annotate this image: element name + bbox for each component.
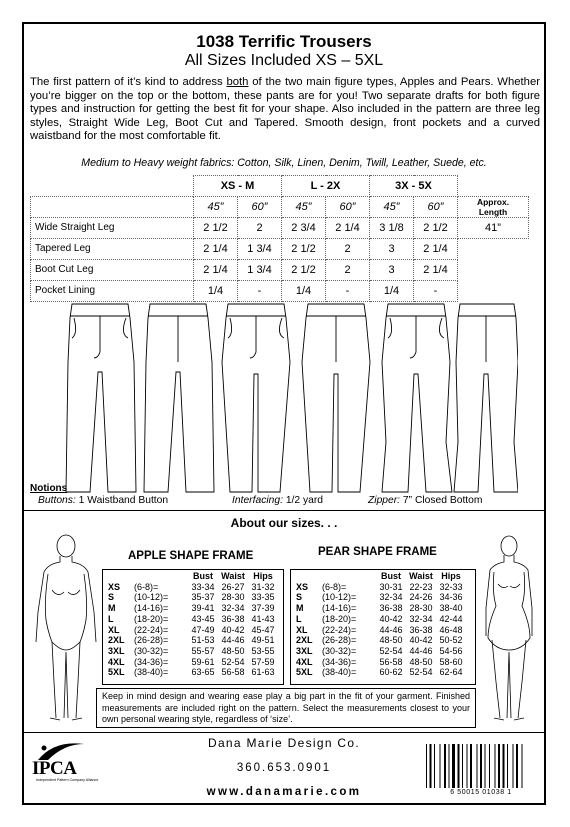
pear-header-blank	[294, 571, 320, 582]
apple-header-blank	[106, 571, 132, 582]
company-name: Dana Marie Design Co.	[207, 736, 361, 750]
yardage-cell: 1 3/4	[238, 259, 282, 280]
yardage-cell: 2 1/4	[326, 217, 370, 238]
waist: 44-46	[409, 645, 433, 656]
yardage-corner-2	[31, 196, 194, 217]
yardage-cell: 2 1/4	[194, 259, 238, 280]
yardage-cell: 3 1/8	[370, 217, 414, 238]
pear-row	[294, 582, 466, 593]
yardage-cell: 2	[326, 238, 370, 259]
yardage-cell: 2 3/4	[282, 217, 326, 238]
yardage-cell: 2 1/2	[282, 238, 326, 259]
yardage-cell: 2 1/2	[414, 217, 458, 238]
yardage-cell: 2	[238, 217, 282, 238]
size-code: M	[108, 603, 116, 614]
hips: 49-51	[251, 635, 275, 646]
notions-heading-text: Notions	[30, 483, 68, 494]
yardage-row	[31, 238, 529, 259]
waist: 48-50	[221, 645, 245, 656]
pear-row	[294, 603, 466, 614]
apple-row	[106, 657, 278, 668]
pattern-back-cover	[22, 22, 546, 805]
size-code: S	[108, 592, 115, 603]
waist: 28-30	[409, 603, 433, 614]
size-range: (18-20)=	[322, 613, 357, 624]
description-emphasis: both	[226, 76, 249, 88]
notion-interfacing-value: 1/2 yard	[282, 495, 324, 506]
hips: 57-59	[251, 656, 275, 667]
bust: 39-41	[191, 603, 215, 614]
pear-figure-illustration	[476, 532, 542, 728]
size-code: 4XL	[296, 656, 313, 667]
notion-zipper-value: 7” Closed Bottom	[400, 495, 483, 506]
company-website[interactable]: www.danamarie.com	[206, 786, 362, 798]
waist: 52-54	[409, 667, 433, 678]
pear-size-chart	[294, 571, 466, 678]
leg-style-label: Pocket Lining	[31, 280, 194, 301]
waist: 22-23	[409, 581, 433, 592]
apple-row	[106, 646, 278, 657]
company-phone: 360.653.0901	[236, 762, 332, 774]
waist: 26-27	[221, 581, 245, 592]
yardage-cell: -	[414, 280, 458, 301]
pear-row	[294, 667, 466, 678]
size-range: (34-36)=	[322, 656, 357, 667]
yardage-cell: 3	[370, 259, 414, 280]
bust: 33-34	[191, 581, 215, 592]
yardage-row	[31, 259, 529, 280]
fabric-width: 60”	[238, 196, 282, 217]
size-range: (30-32)=	[134, 645, 169, 656]
hips: 46-48	[439, 624, 463, 635]
apple-header: Hips	[253, 571, 273, 581]
leg-style-label: Tapered Leg	[31, 238, 194, 259]
pear-row	[294, 646, 466, 657]
apple-figure-illustration	[30, 532, 102, 728]
approx-length-header: Approx. Length	[458, 196, 529, 217]
yardage-row	[31, 280, 529, 301]
fabric-width: 60”	[414, 196, 458, 217]
boot-cut-back-drawing	[454, 304, 518, 492]
pear-row	[294, 635, 466, 646]
yardage-cell: 2	[326, 259, 370, 280]
bust: 47-49	[191, 624, 215, 635]
hips: 41-43	[251, 613, 275, 624]
bust: 30-31	[379, 581, 403, 592]
size-range: (22-24)=	[322, 624, 357, 635]
bust: 60-62	[379, 667, 403, 678]
yardage-row	[31, 217, 529, 238]
pear-row	[294, 625, 466, 636]
bust: 44-46	[379, 624, 403, 635]
apple-row	[106, 614, 278, 625]
yardage-cell: 2 1/2	[282, 259, 326, 280]
hips: 45-47	[251, 624, 275, 635]
hips: 32-33	[439, 581, 463, 592]
pattern-description	[30, 76, 540, 144]
hips: 58-60	[439, 656, 463, 667]
size-group: L - 2X	[282, 176, 370, 197]
size-code: XS	[296, 581, 309, 592]
hips: 37-39	[251, 603, 275, 614]
yardage-cell: 1/4	[282, 280, 326, 301]
waist: 28-30	[221, 592, 245, 603]
pear-row	[294, 592, 466, 603]
pear-row	[294, 614, 466, 625]
ipca-logo-subtext: Independent Pattern Company Alliance	[36, 778, 99, 782]
approx-blank	[458, 238, 529, 259]
pattern-title: 1038 Terrific Trousers	[196, 32, 372, 51]
pear-header-blank	[320, 571, 376, 582]
wide-leg-back-drawing	[144, 304, 214, 492]
approx-blank	[458, 176, 529, 197]
notion-interfacing	[232, 495, 323, 506]
waist: 40-42	[409, 635, 433, 646]
fit-note: Keep in mind design and wearing ease play a big part in the fit of your garment. Finished measurements are included right on the pattern. Select the measurements closest to your own personal wearing style, regardless of ‘size’.	[96, 688, 476, 728]
size-range: (14-16)=	[134, 603, 169, 614]
fabric-width: 45”	[282, 196, 326, 217]
waist: 36-38	[221, 613, 245, 624]
size-code: 3XL	[108, 645, 125, 656]
size-group: 3X - 5X	[370, 176, 458, 197]
waist: 48-50	[409, 656, 433, 667]
bust: 40-42	[379, 613, 403, 624]
size-code: 4XL	[108, 656, 125, 667]
bust: 56-58	[379, 656, 403, 667]
size-range: (38-40)=	[134, 667, 169, 678]
notion-buttons-value: 1 Waistband Button	[75, 495, 169, 506]
size-code: 5XL	[296, 667, 313, 678]
size-range: (26-28)=	[322, 635, 357, 646]
barcode-icon	[422, 742, 540, 790]
hips: 62-64	[439, 667, 463, 678]
size-code: M	[296, 603, 304, 614]
bust: 32-34	[379, 592, 403, 603]
waist: 44-46	[221, 635, 245, 646]
yardage-cell: 2 1/4	[414, 238, 458, 259]
ipca-logo-text: IPCA	[32, 758, 77, 779]
apple-row	[106, 625, 278, 636]
notion-zipper	[368, 495, 482, 506]
footer-divider	[24, 732, 544, 733]
waist: 32-34	[221, 603, 245, 614]
size-range: (34-36)=	[134, 656, 169, 667]
yardage-cell: 2 1/2	[194, 217, 238, 238]
approx-blank	[458, 280, 529, 301]
bust: 36-38	[379, 603, 403, 614]
bust: 59-61	[191, 656, 215, 667]
pear-row	[294, 657, 466, 668]
hips: 61-63	[251, 667, 275, 678]
approx-length-value: 41”	[458, 217, 529, 238]
hips: 34-36	[439, 592, 463, 603]
tapered-leg-front-drawing	[222, 304, 290, 492]
waist: 36-38	[409, 624, 433, 635]
size-range: (10-12)=	[322, 592, 357, 603]
size-range: (14-16)=	[322, 603, 357, 614]
yardage-cell: 1/4	[194, 280, 238, 301]
notions-heading	[30, 482, 67, 494]
bust: 52-54	[379, 645, 403, 656]
size-code: L	[296, 613, 302, 624]
size-code: L	[108, 613, 114, 624]
hips: 53-55	[251, 645, 275, 656]
size-group: XS - M	[194, 176, 282, 197]
waist: 32-34	[409, 613, 433, 624]
yardage-cell: 2 1/4	[194, 238, 238, 259]
apple-row	[106, 635, 278, 646]
bust: 63-65	[191, 667, 215, 678]
waist: 24-26	[409, 592, 433, 603]
yardage-table	[30, 175, 529, 302]
notion-interfacing-label: Interfacing:	[232, 495, 283, 506]
waist: 40-42	[221, 624, 245, 635]
size-code: 3XL	[296, 645, 313, 656]
boot-cut-front-drawing	[382, 304, 452, 492]
apple-row	[106, 603, 278, 614]
bust: 35-37	[191, 592, 215, 603]
description-part2: of the two main figure types, Apples and Pears. Whether you’re bigger on the top or the bottom, these pants are for you! Two separate drafts for both figure types and instruction for getting the best fit for your shape. Also included in the pattern are three leg styles, Straight Wide Leg, Boot Cut and Tapered. Smooth design, front pockets and a curved waistband for the most comfortable fit.	[30, 76, 540, 143]
size-code: 2XL	[296, 635, 313, 646]
apple-row	[106, 667, 278, 678]
size-range: (6-8)=	[134, 581, 159, 592]
size-code: XL	[296, 624, 308, 635]
size-code: 5XL	[108, 667, 125, 678]
fabric-suggestions: Medium to Heavy weight fabrics: Cotton, Silk, Linen, Denim, Twill, Leather, Suede, etc.	[81, 157, 487, 169]
fabric-width: 45”	[194, 196, 238, 217]
yardage-corner	[31, 176, 194, 197]
size-range: (26-28)=	[134, 635, 169, 646]
yardage-cell: -	[326, 280, 370, 301]
bust: 55-57	[191, 645, 215, 656]
barcode-number: 6 50015 01038 1	[450, 789, 512, 796]
size-code: XS	[108, 581, 121, 592]
hips: 31-32	[251, 581, 275, 592]
yardage-cell: 1 3/4	[238, 238, 282, 259]
leg-style-label: Wide Straight Leg	[31, 217, 194, 238]
pear-chart-title: PEAR SHAPE FRAME	[318, 546, 437, 558]
wide-leg-front-drawing	[66, 304, 136, 492]
waist: 56-58	[221, 667, 245, 678]
approx-blank	[458, 259, 529, 280]
size-code: 2XL	[108, 635, 125, 646]
pear-header: Bust	[381, 571, 401, 581]
size-range: (6-8)=	[322, 581, 347, 592]
hips: 54-56	[439, 645, 463, 656]
apple-row	[106, 582, 278, 593]
fabric-width: 45”	[370, 196, 414, 217]
hips: 42-44	[439, 613, 463, 624]
pattern-subtitle: All Sizes Included XS – 5XL	[184, 52, 384, 69]
bust: 48-50	[379, 635, 403, 646]
pear-header: Waist	[409, 571, 433, 581]
bust: 51-53	[191, 635, 215, 646]
hips: 33-35	[251, 592, 275, 603]
size-range: (22-24)=	[134, 624, 169, 635]
size-range: (18-20)=	[134, 613, 169, 624]
notion-buttons	[38, 495, 168, 506]
notion-buttons-label: Buttons:	[38, 495, 76, 506]
leg-style-label: Boot Cut Leg	[31, 259, 194, 280]
sizes-heading: About our sizes. . .	[230, 516, 338, 530]
section-divider	[24, 510, 544, 511]
description-part1: The first pattern of it’s kind to address	[30, 76, 227, 88]
apple-chart-title: APPLE SHAPE FRAME	[128, 550, 254, 562]
apple-header: Bust	[193, 571, 213, 581]
hips: 38-40	[439, 603, 463, 614]
trouser-technical-drawings	[58, 302, 518, 510]
yardage-cell: 2 1/4	[414, 259, 458, 280]
apple-header: Waist	[221, 571, 245, 581]
apple-row	[106, 592, 278, 603]
apple-size-chart	[106, 571, 278, 678]
bust: 43-45	[191, 613, 215, 624]
yardage-cell: -	[238, 280, 282, 301]
apple-header-blank	[132, 571, 188, 582]
size-range: (10-12)=	[134, 592, 169, 603]
size-code: S	[296, 592, 303, 603]
size-range: (30-32)=	[322, 645, 357, 656]
notion-zipper-label: Zipper:	[368, 495, 401, 506]
tapered-leg-back-drawing	[302, 304, 370, 492]
pear-header: Hips	[441, 571, 461, 581]
size-range: (38-40)=	[322, 667, 357, 678]
yardage-cell: 1/4	[370, 280, 414, 301]
waist: 52-54	[221, 656, 245, 667]
hips: 50-52	[439, 635, 463, 646]
yardage-cell: 3	[370, 238, 414, 259]
size-code: XL	[108, 624, 120, 635]
fabric-width: 60”	[326, 196, 370, 217]
